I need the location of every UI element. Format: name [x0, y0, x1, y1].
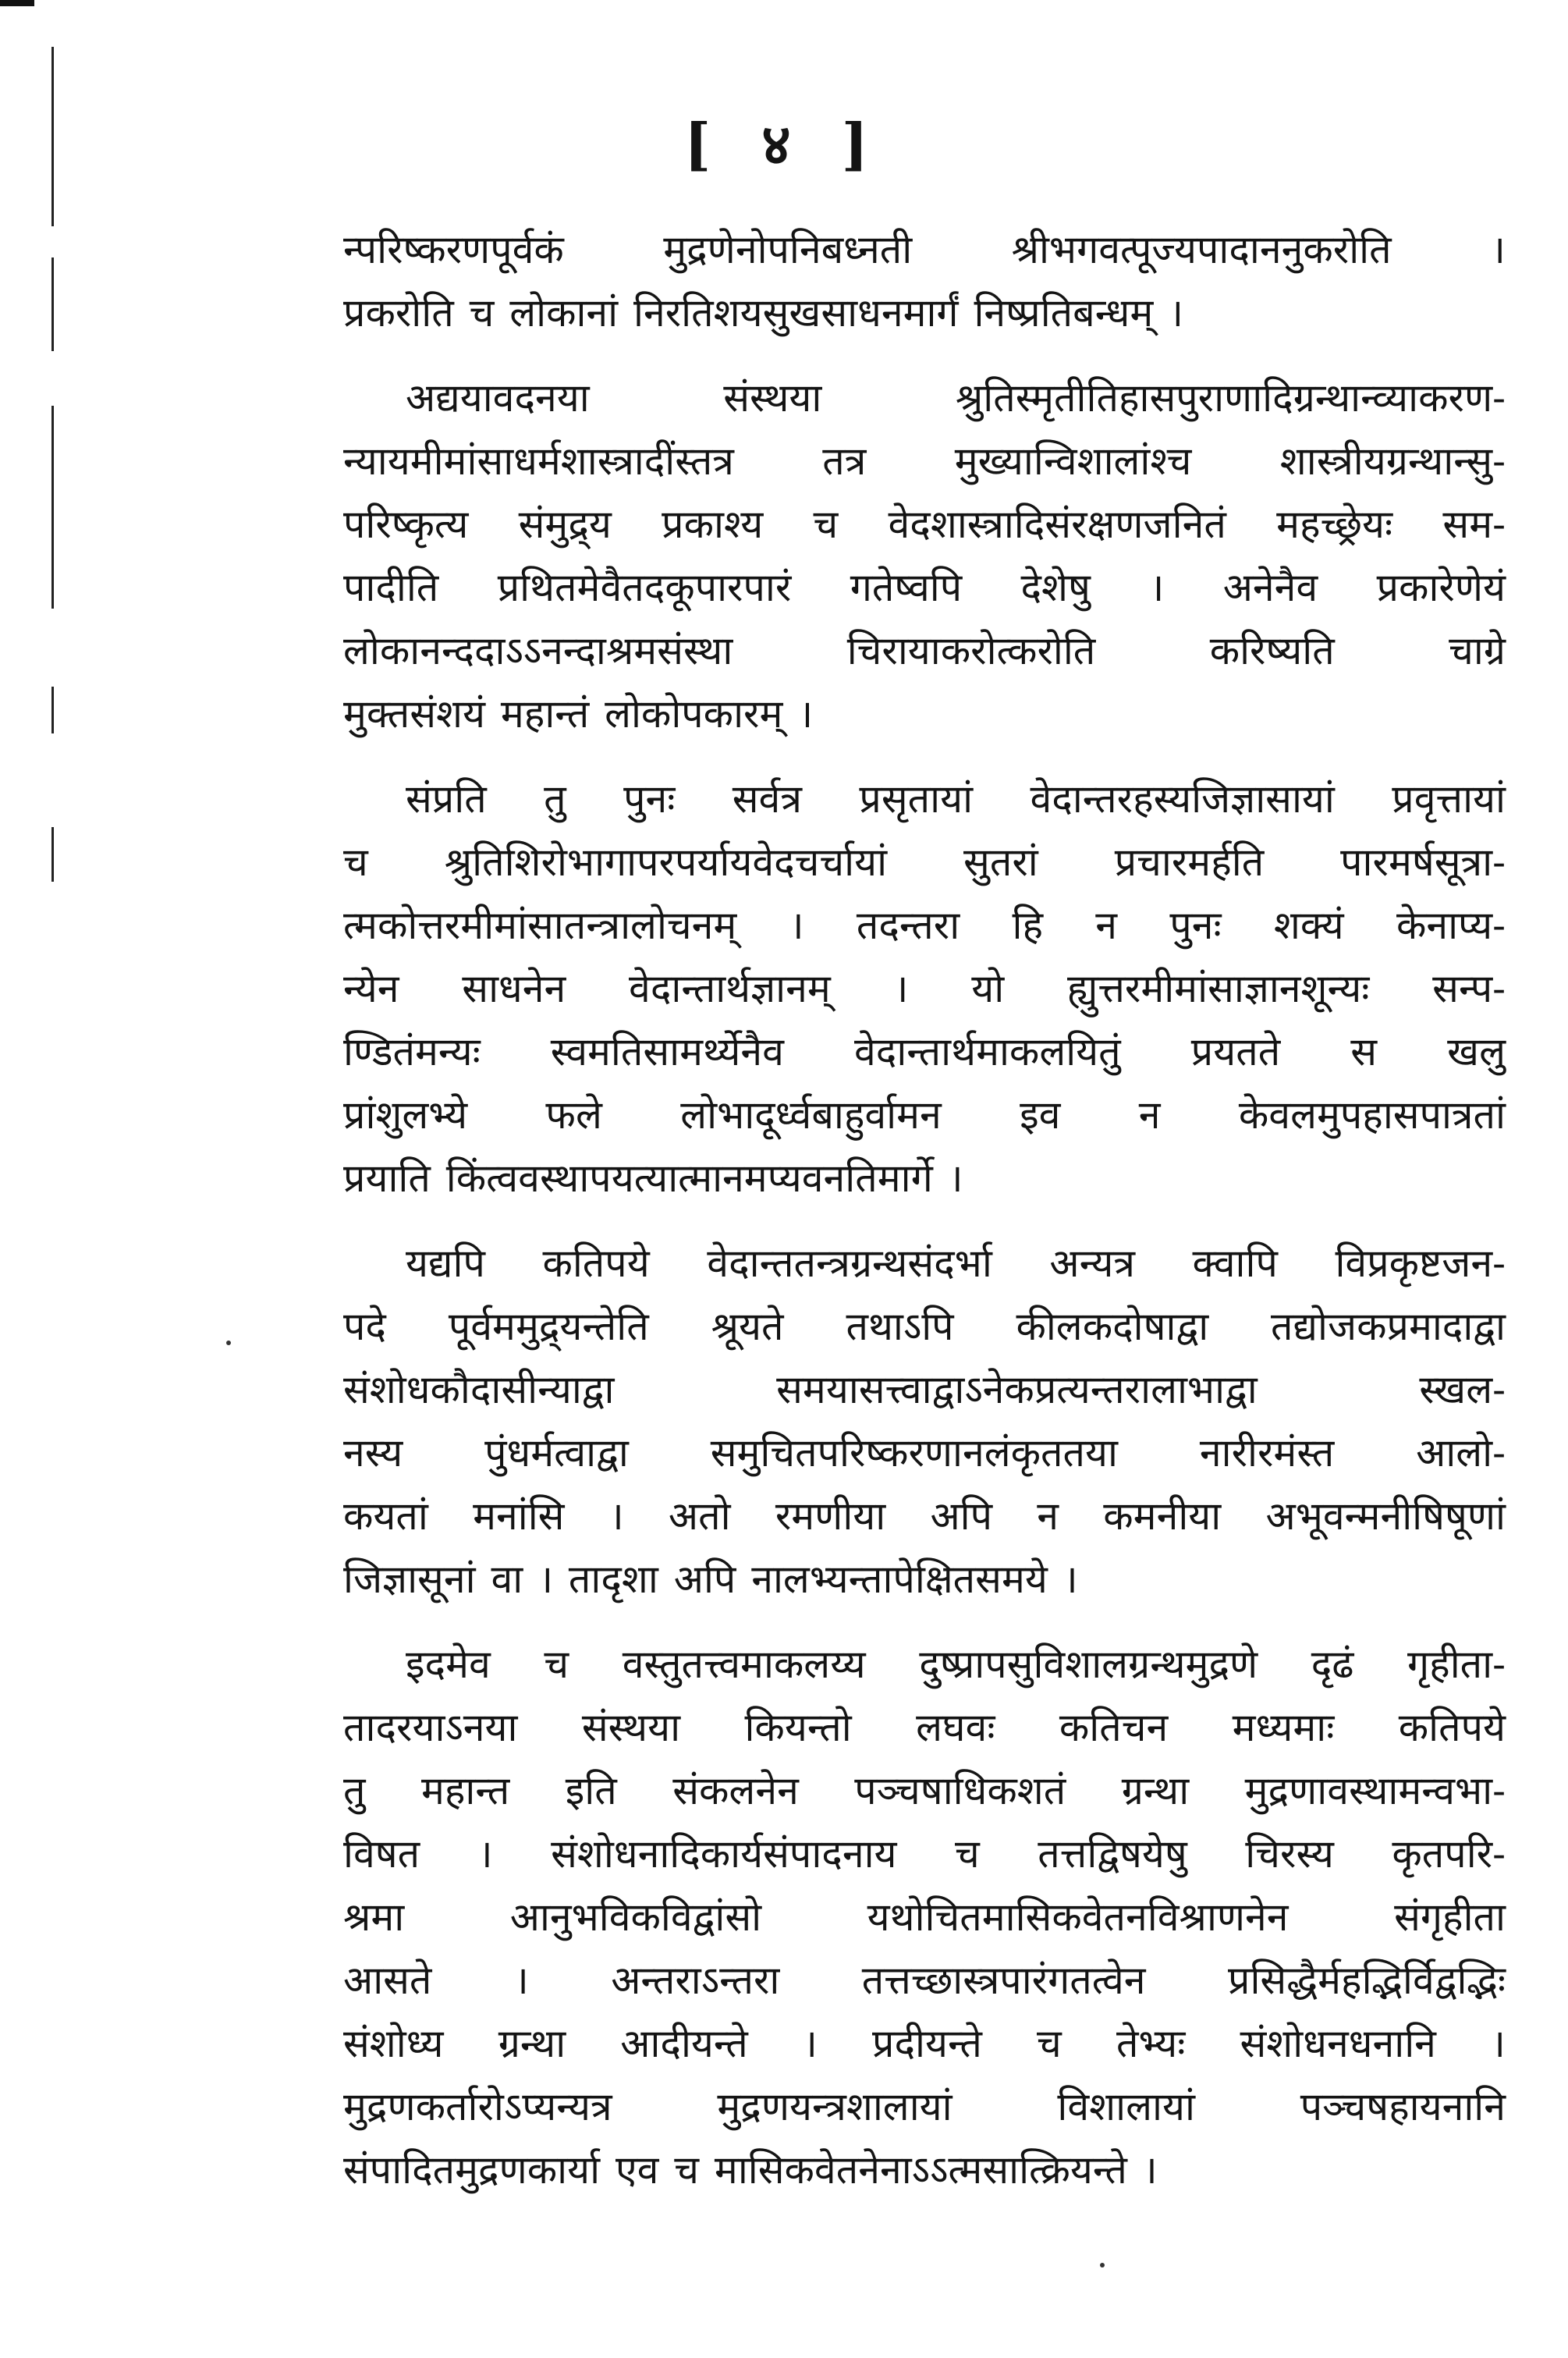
text-line: परिष्कृत्य संमुद्र्य प्रकाश्य च वेदशास्त्रादिसंरक्षणजनितं महच्छ्रेयः सम-: [343, 502, 1506, 547]
text-line: संशोध्य ग्रन्था आदीयन्ते । प्रदीयन्ते च तेभ्यः संशोधनधनानि ।: [343, 2021, 1506, 2066]
paragraph-gap: [343, 1210, 1506, 1232]
scan-edge-line: [51, 406, 54, 609]
text-line: संशोधकौदासीन्याद्वा समयासत्त्वाद्वाऽनेकप्रत्यन्तरालाभाद्वा स्खल-: [343, 1367, 1506, 1412]
text-line: ण्डितंमन्यः स्वमतिसामर्थ्येनैव वेदान्तार्थमाकलयितुं प्रयतते स खलु: [343, 1029, 1506, 1074]
text-line: प्रांशुलभ्ये फले लोभादूर्ध्वबाहुर्वामन इव न केवलमुपहासपात्रतां: [343, 1092, 1506, 1138]
paragraph: [343, 1633, 1506, 2202]
text-line: मुक्तसंशयं महान्तं लोकोपकारम् ।: [343, 691, 814, 737]
text-line: तु महान्त इति संकलनेन पञ्चषाधिकशतं ग्रन्था मुद्रणावस्थामन्वभा-: [343, 1768, 1506, 1813]
paragraph-gap: [343, 345, 1506, 367]
text-line: लोकानन्ददाऽऽनन्दाश्रमसंस्था चिरायाकरोत्करोति करिष्यति चाग्रे: [343, 628, 1506, 673]
paragraph-gap: [343, 1611, 1506, 1633]
text-line: मुद्रणकर्तारोऽप्यन्यत्र मुद्रणयन्त्रशालायां विशालायां पञ्चषहायनानि: [343, 2084, 1506, 2129]
text-line: अद्ययावदनया संस्थया श्रुतिस्मृतीतिहासपुराणादिग्रन्थान्व्याकरण-: [406, 375, 1506, 421]
paragraph-gap: [343, 746, 1506, 768]
text-line: यद्यपि कतिपये वेदान्ततन्त्रग्रन्थसंदर्भा अन्यत्र क्वापि विप्रकृष्टजन-: [406, 1241, 1506, 1286]
scan-corner-mark: [0, 0, 34, 6]
text-line: तादरयाऽनया संस्थया कियन्तो लघवः कतिचन मध्यमाः कतिपये: [343, 1705, 1506, 1750]
text-line: जिज्ञासूनां वा । तादृशा अपि नालभ्यन्तापेक्षितसमये ।: [343, 1557, 1078, 1602]
text-line: इदमेव च वस्तुतत्त्वमाकलय्य दुष्प्रापसुविशालग्रन्थमुद्रणे दृढं गृहीता-: [406, 1642, 1506, 1687]
text-line: संपादितमुद्रणकार्या एव च मासिकवेतनेनाऽऽत्मसात्क्रियन्ते ।: [343, 2147, 1158, 2193]
paragraph: [343, 1232, 1506, 1611]
text-line: न्परिष्करणपूर्वकं मुद्रणेनोपनिबध्नती श्रीभगवत्पूज्यपादाननुकरोति ।: [343, 227, 1506, 272]
scan-edge-line: [51, 687, 54, 733]
scan-speck: [1100, 2263, 1105, 2267]
paragraph: [343, 768, 1506, 1210]
text-line: त्मकोत्तरमीमांसातन्त्रालोचनम् । तदन्तरा हि न पुनः शक्यं केनाप्य-: [343, 903, 1506, 948]
text-line: संप्रति तु पुनः सर्वत्र प्रसृतायां वेदान्तरहस्यजिज्ञासायां प्रवृत्तायां: [406, 776, 1506, 822]
text-line: च श्रुतिशिरोभागापरपर्यायवेदचर्चायां सुतरां प्रचारमर्हति पारमर्षसूत्रा-: [343, 840, 1506, 885]
text-line: नस्य पुंधर्मत्वाद्वा समुचितपरिष्करणानलंकृततया नारीरमंस्त आलो-: [343, 1430, 1506, 1476]
text-line: विषत । संशोधनादिकार्यसंपादनाय च तत्तद्विषयेषु चिरस्य कृतपरि-: [343, 1831, 1506, 1877]
body-text: [343, 218, 1506, 2202]
text-line: प्रयाति किंत्ववस्थापयत्यात्मानमप्यवनतिमार्गे ।: [343, 1156, 963, 1201]
page-number-header: [ ४ ]: [684, 111, 884, 177]
paragraph: [343, 218, 1506, 345]
text-line: आसते । अन्तराऽन्तरा तत्तच्छास्त्रपारंगतत्वेन प्रसिद्धैर्महद्भिर्विद्वद्भिः: [343, 1958, 1506, 2003]
text-line: श्रमा आनुभविकविद्वांसो यथोचितमासिकवेतनविश्राणनेन संगृहीता: [343, 1895, 1506, 1940]
text-line: कयतां मनांसि । अतो रमणीया अपि न कमनीया अभूवन्मनीषिषूणां: [343, 1493, 1506, 1539]
scan-edge-line: [51, 257, 54, 351]
paragraph: [343, 367, 1506, 746]
text-line: पादीति प्रथितमेवैतदकूपारपारं गतेष्वपि देशेषु । अनेनैव प्रकारेणेयं: [343, 565, 1506, 610]
scan-speck: [226, 1341, 231, 1345]
text-line: पदे पूर्वममुद्र्यन्तेति श्रूयते तथाऽपि कीलकदोषाद्वा तद्योजकप्रमादाद्वा: [343, 1304, 1506, 1349]
text-line: न्येन साधनेन वेदान्तार्थज्ञानम् । यो ह्युत्तरमीमांसाज्ञानशून्यः सन्प-: [343, 966, 1506, 1011]
text-line: न्यायमीमांसाधर्मशास्त्रादींस्तत्र तत्र मुख्यान्विशालांश्च शास्त्रीयग्रन्थान्सु-: [343, 439, 1506, 484]
scan-edge-line: [51, 827, 54, 882]
text-line: प्रकरोति च लोकानां निरतिशयसुखसाधनमार्गं निष्प्रतिबन्धम् ।: [343, 290, 1184, 336]
